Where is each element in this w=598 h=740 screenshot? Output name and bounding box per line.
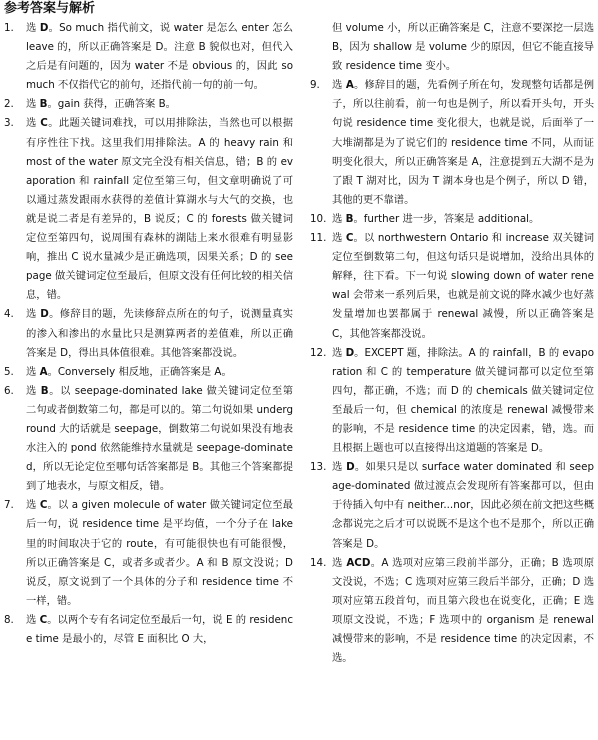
item-number: 12. (310, 346, 327, 359)
explanation-text: 。Conversely 相反地，正确答案是 A。 (47, 365, 232, 378)
answer-option: C (39, 499, 48, 512)
item-number: 6. (4, 384, 14, 397)
select-prefix: 选 (332, 232, 346, 245)
select-prefix: 选 (26, 384, 41, 397)
item-number: 5. (4, 365, 14, 378)
section-heading: 参考答案与解析 (4, 1, 96, 16)
item-body (26, 363, 293, 382)
answer-item (310, 210, 594, 229)
answer-option: B (40, 384, 49, 397)
answer-item (310, 554, 594, 669)
select-prefix: 选 (332, 79, 346, 92)
explanation-text: 。此题关键词难找，可以用排除法，当然也可以根据有序性往下找。这里我们用排除法。A 的 heavy rain 和 most of the water 原文完全没有相关信息，错；B 的 evaporation 和 rainfall 定位至第三句，但文章明确说了可以通过蒸发跟雨水获得的差值计算湖水与大气的交换，也就是说二者是有差异的，B 说反；C 的 forests 做关键词定位至第四句，说周围有森林的湖陆上来水很难有明显影响，推出 C 说水量减少是正确选项，因果关系；D 的 seepage 做关键词定位至最后，但原文没有任何比较的相关信息，错。 (26, 117, 293, 302)
answer-option: B (39, 98, 48, 111)
answer-option: A (345, 79, 354, 92)
select-prefix: 选 (26, 365, 40, 378)
explanation-text: 。further 进一步，答案是 additional。 (353, 212, 540, 225)
item-body (332, 76, 594, 210)
select-prefix: 选 (332, 461, 347, 474)
answer-item (4, 19, 293, 95)
item-number: 14. (310, 556, 327, 569)
select-prefix: 选 (26, 117, 41, 130)
item-body (26, 114, 293, 305)
answer-option: C (39, 613, 48, 626)
explanation-text: 。A 选项对应第三段前半部分，正确；B 选项原文没说，不选；C 选项对应第三段后半部分，正确；D 选项对应第五段首句，而且第六段也在说变化，正确；E 选项原文没说，不选；F 选项中的 organism 是 renewal 减慢带来的影响，不是 residence time 的决定因素，不选。 (332, 556, 594, 665)
answer-option: C (40, 117, 48, 130)
explanation-text: 。gain 获得，正确答案 B。 (47, 98, 176, 111)
answer-item (4, 95, 293, 114)
item-body (26, 611, 293, 649)
explanation-text: 。以 northwestern Ontario 和 increase 双关键词定位至倒数第二句，但这句话只是说增加，没给出具体的解释，往下看。下一句说 slowing down of water renewal 会带来一系列后果，也就是前文说的降水减少也好蒸发量增加也罢都属于 renewal 减慢，所以正确答案是 C，其他答案都没说。 (332, 232, 594, 340)
select-prefix: 选 (26, 22, 40, 34)
answer-item (310, 76, 594, 210)
right-column (310, 19, 594, 668)
answer-item (4, 382, 293, 497)
answer-option: D (39, 22, 49, 34)
item-body (332, 229, 594, 344)
explanation-text: 。修辞目的题，先看例子所在句，发现整句话都是例子，所以往前看，前一句也是例子，所以看开头句，开头句说 residence time 变化很大，也就是说，后面举了一大堆湖都是为了说它们的 residence time 不同，从而证明变化很大，所以正确答案是 A，注意提到五大湖不是为了跟 T 湖对比，因为 T 湖本身也是个例子，所以 D 错，其他的更不靠谱。 (332, 79, 594, 206)
item-number: 11. (310, 232, 327, 245)
answer-option: A (39, 365, 48, 378)
left-column (4, 19, 293, 649)
explanation-text: 。EXCEPT 题，排除法。A 的 rainfall，B 的 evaporation 和 C 的 temperature 做关键词都可以定位至第四句，都正确，不选；而 D 的 chemicals 做关键词定位至最后一句，但 chemical 的浓度是 renewal 减慢带来的影响，不是 residence time 的决定因素，错，选。而且根据上题也可以直接得出这道题的答案是 D。 (332, 346, 595, 455)
item-number: 2. (4, 98, 14, 111)
item-number: 9. (310, 79, 320, 92)
select-prefix: 选 (332, 212, 346, 225)
answer-option: C (345, 232, 354, 245)
answer-option: B (345, 212, 354, 225)
answer-item (4, 114, 293, 305)
item-body (332, 458, 594, 553)
item-number: 10. (310, 212, 327, 225)
select-prefix: 选 (26, 98, 40, 111)
item-body (26, 382, 293, 497)
answer-item (4, 305, 293, 362)
select-prefix: 选 (26, 613, 40, 626)
answer-item (310, 458, 594, 553)
item-body (26, 95, 293, 114)
item-number: 7. (4, 499, 14, 512)
explanation-text: 。So much 指代前文，说 water 是怎么 enter 怎么 leave 的，所以正确答案是 D。注意 B 貌似也对，但代入之后是有问题的，因为 water 不是 obvious 的，因此 so much 不仅指代它的前句，还指代前一句的前一句。 (26, 22, 293, 92)
item-body (332, 344, 594, 459)
select-prefix: 选 (332, 346, 346, 359)
item-body (332, 554, 594, 669)
explanation-text: 。以两个专有名词定位至最后一句，说 E 的 residence time 是最小的，尽管 E 面积比 O 大， (26, 613, 293, 645)
explanation-text: 。以 seepage-dominated lake 做关键词定位至第二句或者倒数第二句，都是可以的。第二句说如果 underground 大的话就是 seepage，倒数第二句说如果没有地表水注入的 pond 依然能维持水量就是 seepage-dominated，所以无论定位至哪句话答案都是 B。其他三个答案都提到了地表水，与原文相反，错。 (26, 384, 294, 493)
answer-option: D (346, 461, 355, 474)
explanation-text: 。以 a given molecule of water 做关键词定位至最后一句，说 residence time 是平均值，一个分子在 lake 里的时间取决于它的 route，有可能很快也有可能很慢，所以正确答案是 C，或者多或者少。A 和 B 原文没说；D 说反，原文说到了一个具体的分子和 residence time 不一样，错。 (26, 499, 293, 607)
answer-item (310, 229, 594, 344)
item-number: 4. (4, 308, 14, 321)
select-prefix: 选 (26, 499, 40, 512)
item-number: 3. (4, 117, 14, 130)
item-number: 8. (4, 613, 14, 626)
answer-item (4, 496, 293, 611)
item-number: 13. (310, 461, 327, 474)
item-body (26, 305, 293, 362)
answer-item (310, 344, 594, 459)
answer-item (4, 611, 293, 649)
answer-item (4, 363, 293, 382)
answer-option: ACD (346, 556, 371, 569)
item-8-continuation: 但 volume 小，所以正确答案是 C，注意不要深挖一层选 B，因为 shallow 是 volume 少的原因，但它不能直接导致 residence time 变小。 (332, 22, 594, 73)
explanation-text: 。如果只是以 surface water dominated 和 seepage-dominated 做过渡点会发现所有答案都可以，但由于待插入句中有 neither...nor，因此必须在前文把这些概念都说完之后才可以说既不是这个也不是那个，所以正确答案是 D。 (332, 461, 594, 550)
item-number: 1. (4, 22, 14, 34)
item-body (332, 210, 594, 229)
select-prefix: 选 (26, 308, 41, 321)
item-body (26, 496, 293, 611)
answer-option: D (345, 346, 355, 359)
item-body (26, 19, 293, 95)
select-prefix: 选 (332, 556, 347, 569)
explanation-text: 。修辞目的题，先读修辞点所在的句子，说测量真实的渗入和渗出的水量比只是测算两者的差值难，所以正确答案是 D，得出具体值很难。其他答案都没说。 (26, 308, 293, 359)
answer-option: D (40, 308, 49, 321)
